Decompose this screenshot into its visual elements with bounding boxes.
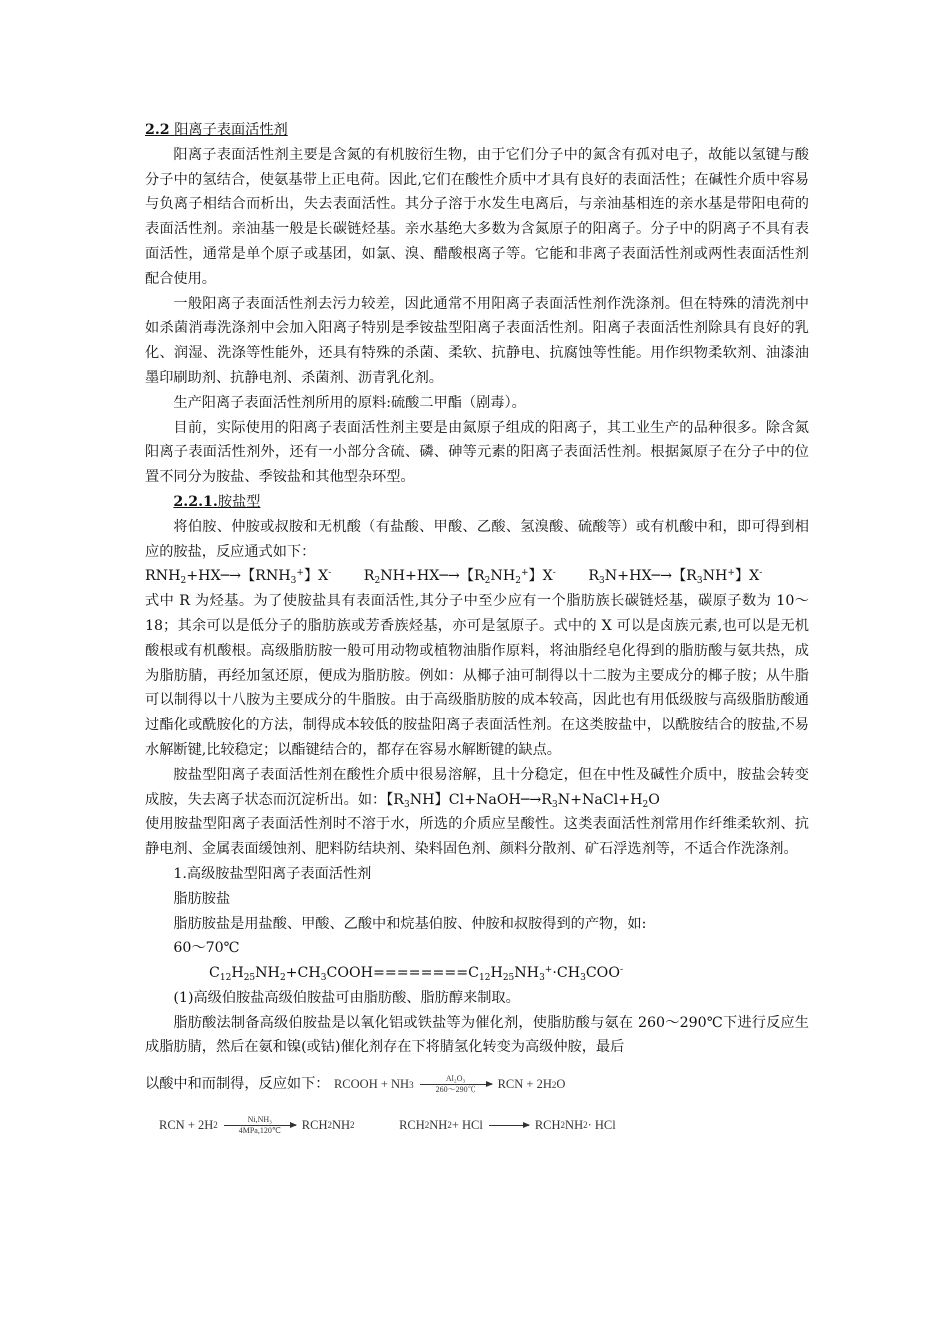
reaction-hydrochloride: RCH 2 NH 2 + HCl RCH 2 NH 2 · HCl [399,1118,616,1133]
section-title: 阳离子表面活性剂 [174,122,288,138]
paragraph-6: 式中 R 为烃基。为了使胺盐具有表面活性,其分子中至少应有一个脂肪族长碳链烃基，碳原子数为 10～18；其余可以是低分子的脂肪族或芳香族烃基，亦可是氢原子。式中的 X 可以是卤族元素,也可以是无机酸根或有机酸根。高级脂肪胺一般可用动物或植物油脂作原料，将油脂经皂化得到的脂肪酸与氨共热，成为脂肪腈，再经加氢还原，便成为脂肪胺。例如：从椰子油可制得以十二胺为主要成分的椰子胺；从牛脂可以制得以十八胺为主要成分的牛脂胺。由于高级脂肪胺的成本较高，因此也有用低级胺与高级脂肪酸通过酯化或酰胺化的方法，制得成本较低的胺盐阳离子表面活性剂。在这类胺盐中，以酰胺结合的胺盐,不易水解断键,比较稳定；以酯键结合的，都存在容易水解断键的缺点。 [145,593,809,758]
subsection-title: 胺盐型 [217,493,261,510]
list-line-3: 脂肪胺盐是用盐酸、甲酸、乙酸中和烷基伯胺、仲胺和叔胺得到的产物，如: [173,915,647,932]
formula-tertiary-amine: $R_3N+HX─\to$【$R_3NH^+$】X- [588,568,763,587]
reaction-line-2 [145,1113,809,1138]
section-heading [145,118,809,143]
document-page [145,118,809,1138]
list-line-5: (1)高级伯胺盐高级伯胺盐可由脂肪酸、脂肪醇来制取。 [173,989,520,1006]
paragraph-2: 一般阳离子表面活性剂去污力较差，因此通常不用阳离子表面活性剂作洗涤剂。但在特殊的清洗剂中如杀菌消毒洗涤剂中会加入阳离子特别是季铵盐型阳离子表面活性剂。阳离子表面活性剂除具有良好的乳化、润湿、洗涤等性能外，还具有特殊的杀菌、柔软、抗静电、抗腐蚀等性能。用作织物柔软剂、油漆油墨印刷助剂、抗静电剂、杀菌剂、沥青乳化剂。 [145,295,809,386]
formula-acetate-salt: $C_{12}H_{25}NH_2+CH_3COOH========C_{12}H_{25}NH_3^+\cdot CH_3COO^-$ [209,965,623,984]
general-reaction-formulas [145,564,809,589]
paragraph-7: 胺盐型阳离子表面活性剂在酸性介质中很易溶解，且十分稳定，但在中性及碱性介质中，胺盐会转变成胺，失去离子状态而沉淀析出。如：【$R_3NH$】$Cl+NaOH─\to R_3N+NaCl+H_2O$ [145,766,809,810]
paragraph-5: 将伯胺、仲胺或叔胺和无机酸（有盐酸、甲酸、乙酸、氢溴酸、硫酸等）或有机酸中和，即可得到相应的胺盐，反应通式如下： [145,518,809,560]
reaction-nitrile-hydrogenation: RCN + 2H 2 Ni,NH₃ 4MPa,120℃ RCH 2 NH 2 [159,1114,355,1135]
reaction-arrow [489,1125,529,1126]
subsection-number: 2.2.1. [173,493,218,510]
subsection-heading [145,490,809,515]
section-number: 2.2 [145,122,170,138]
temperature-label: 60～70℃ [173,940,240,957]
list-line-2: 脂肪胺盐 [173,890,231,907]
formula-secondary-amine: $R_2NH+HX─\to$【$R_2NH_2^+$】X- [363,568,556,587]
reaction-nitrile-formation: RCOOH + NH 3 Al₂O₃ 260～290℃ RCN + 2H 2 O [333,1074,566,1095]
paragraph-4: 目前，实际使用的阳离子表面活性剂主要是由氮原子组成的阳离子，其工业生产的品种很多。除含氮阳离子表面活性剂外，还有一小部分含硫、磷、砷等元素的阳离子表面活性剂。根据氮原子在分子中的位置不同分为胺盐、季铵盐和其他型杂环型。 [145,419,809,486]
paragraph-9: 脂肪酸法制备高级伯胺盐是以氧化铝或铁盐等为催化剂，使脂肪酸与氨在 260～290℃下进行反应生成脂肪腈，然后在氨和镍(或钴)催化剂存在下将腈氢化转变为高级仲胺，最后 [145,1014,809,1056]
reaction-arrow: Al₂O₃ 260～290℃ [420,1074,492,1095]
reaction-line-1 [145,1072,809,1097]
list-line-1: 1.高级胺盐型阳离子表面活性剂 [173,865,372,882]
paragraph-1: 阳离子表面活性剂主要是含氮的有机胺衍生物，由于它们分子中的氮含有孤对电子，故能以氢键与酸分子中的氢结合，使氨基带上正电荷。因此,它们在酸性介质中才具有良好的表面活性；在碱性介质中容易与负离子相结合而析出，失去表面活性。其分子溶于水发生电离后，与亲油基相连的亲水基是带阳电荷的表面活性剂。亲油基一般是长碳链烃基。亲水基绝大多数为含氮原子的阳离子。分子中的阴离子不具有表面活性，通常是单个原子或基团，如氯、溴、醋酸根离子等。它能和非离子表面活性剂或两性表面活性剂配合使用。 [145,146,809,287]
paragraph-3: 生产阳离子表面活性剂所用的原料:硫酸二甲酯（剧毒）。 [173,394,526,411]
paragraph-8: 使用胺盐型阳离子表面活性剂时不溶于水，所选的介质应呈酸性。这类表面活性剂常用作纤维柔软剂、抗静电剂、金属表面缓蚀剂、肥料防结块剂、染料固色剂、颜料分散剂、矿石浮选剂等，不适合作洗涤剂。 [145,816,809,858]
formula-primary-amine: $RNH_2+HX─\to$【$RNH_3^+$】X- [145,568,332,587]
reaction-arrow: Ni,NH₃ 4MPa,120℃ [224,1115,296,1136]
formula-naoh: 【$R_3NH$】$Cl+NaOH─\to R_3N+NaCl+H_2O$ [386,791,660,810]
paragraph-9-end: 以酸中和而制得，反应如下： [145,1076,330,1093]
